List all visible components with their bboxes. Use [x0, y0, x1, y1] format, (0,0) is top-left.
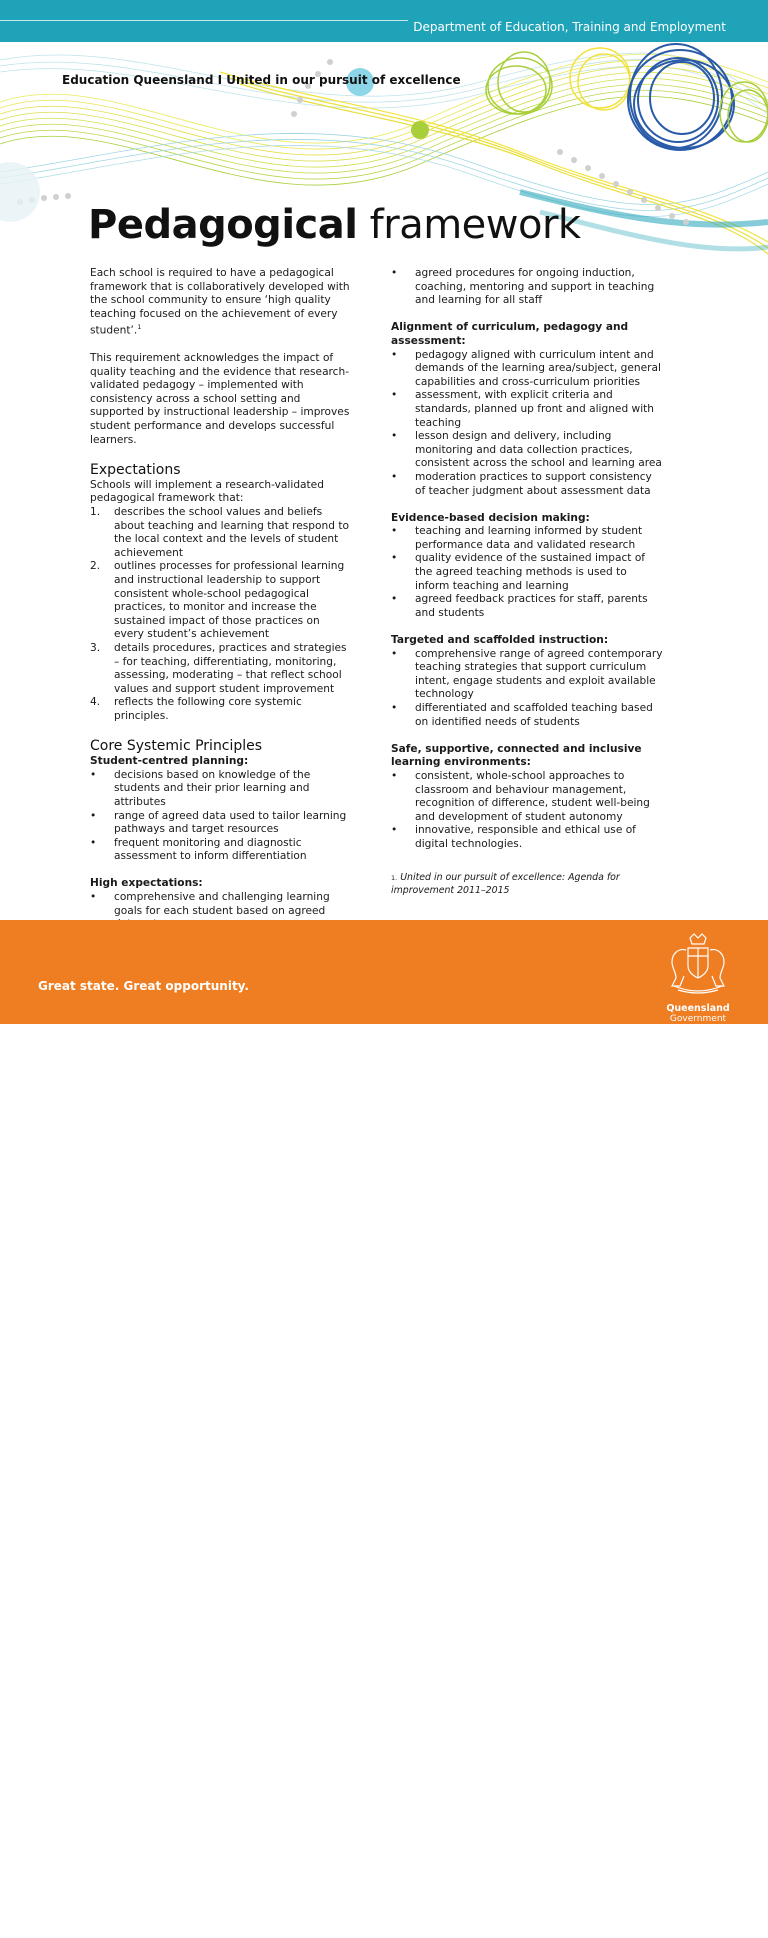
logo-subtitle: Government — [669, 1014, 727, 1024]
bullet-icon: • — [391, 267, 398, 279]
bullet-text: agreed procedures for ongoing induction, coaching, mentoring and support in teaching and learning for all staff — [415, 267, 655, 307]
top-banner — [0, 0, 768, 42]
left-column — [90, 267, 352, 959]
bullet-item — [391, 430, 663, 471]
item-number: 2. — [90, 560, 101, 573]
bullet-item — [391, 389, 663, 430]
expectations-lead: Schools will implement a research-validated pedagogical framework that: — [90, 478, 324, 505]
page-title: Pedagogical framework — [88, 202, 581, 248]
bullet-item — [391, 824, 663, 851]
bullet-text: lesson design and delivery, including monitoring and data collection practices, consistent across the school and learning area — [415, 430, 662, 470]
bullet-text: pedagogy aligned with curriculum intent and demands of the learning area/subject, general capabilities and cross-curriculum priorities — [415, 348, 661, 388]
alignment-title: Alignment of curriculum, pedagogy and assessment: — [391, 321, 629, 347]
footnote: $^{1.}$ United in our pursuit of excellence: Agenda for improvement 2011–2015 — [391, 872, 620, 896]
student-centred-list — [90, 769, 352, 864]
bullet-text: assessment, with explicit criteria and standards, planned up front and aligned with teaching — [415, 389, 655, 429]
expectation-item — [90, 642, 352, 696]
staff-support-list — [391, 267, 663, 308]
bullet-text: teaching and learning informed by student performance data and validated research — [415, 525, 643, 551]
item-text: details procedures, practices and strategies – for teaching, differentiating, monitoring, assessing, moderating – that reflect school values and support student improvement — [114, 641, 347, 695]
evidence-list — [391, 525, 663, 620]
department-name: Department of Education, Training and Employment — [413, 20, 726, 34]
bullet-text: moderation practices to support consistency of teacher judgment about assessment data — [415, 470, 652, 497]
safe-environments-list — [391, 770, 663, 852]
bullet-text: comprehensive range of agreed contemporary teaching strategies that support curriculum intent, engage students and exploit available technology — [415, 647, 663, 701]
bullet-icon: • — [90, 809, 97, 822]
bullet-item — [391, 267, 663, 308]
student-centred-title: Student-centred planning: — [90, 755, 249, 768]
bullet-icon: • — [90, 891, 97, 904]
item-number: 4. — [90, 696, 101, 709]
footer-tagline: Great state. Great opportunity. — [38, 979, 249, 993]
bullet-item — [391, 471, 663, 498]
safe-environments-title: Safe, supportive, connected and inclusive learning environments: — [391, 742, 642, 769]
bullet-icon: • — [391, 702, 398, 714]
bullet-item — [391, 702, 663, 729]
bullet-item — [391, 525, 663, 552]
bullet-text: frequent monitoring and diagnostic assessment to inform differentiation — [114, 836, 307, 863]
bullet-item — [90, 810, 352, 837]
intro-paragraph: This requirement acknowledges the impact of quality teaching and the evidence that research-validated pedagogy – implemented with consistency across a school setting and supported by instructional leadership – improves student performance and develops successful learners. — [90, 352, 350, 446]
bullet-text: consistent, whole-school approaches to classroom and behaviour management, recognition of difference, student well-being and development of student autonomy — [415, 769, 650, 823]
bullet-icon: • — [90, 836, 97, 849]
bullet-text: agreed feedback practices for staff, parents and students — [415, 593, 648, 619]
bullet-icon: • — [391, 525, 398, 538]
coat-of-arms-icon — [660, 932, 736, 1000]
item-text: describes the school values and beliefs about teaching and learning that respond to the local context and the levels of student achievement — [114, 506, 349, 559]
bullet-item — [391, 770, 663, 824]
queensland-government-logo — [660, 932, 736, 1024]
bullet-item — [391, 349, 663, 390]
bullet-icon: • — [391, 470, 398, 483]
evidence-title: Evidence-based decision making: — [391, 511, 590, 524]
bullet-icon: • — [391, 430, 398, 443]
item-text: reflects the following core systemic principles. — [114, 696, 302, 722]
core-principles-heading: Core Systemic Principles — [90, 738, 263, 755]
bullet-icon: • — [391, 769, 398, 782]
item-number: 1. — [90, 506, 101, 519]
bullet-icon: • — [391, 348, 398, 361]
item-number: 3. — [90, 641, 101, 654]
bullet-item — [391, 648, 663, 702]
right-column — [391, 267, 663, 897]
alignment-list — [391, 349, 663, 499]
high-expectations-title: High expectations: — [90, 877, 203, 890]
banner-rule — [0, 20, 408, 21]
targeted-list — [391, 648, 663, 730]
targeted-title: Targeted and scaffolded instruction: — [391, 634, 609, 647]
bullet-icon: • — [391, 593, 398, 606]
intro-paragraph: Each school is required to have a pedagogical framework that is collaboratively developed with the school community to ensure ‘high quality teaching focused on the achievement of every student’.$^1$ — [90, 267, 350, 337]
bullet-icon: • — [90, 768, 97, 781]
bullet-item — [391, 593, 663, 620]
bullet-icon: • — [391, 647, 398, 660]
bullet-text: innovative, responsible and ethical use of digital technologies. — [415, 824, 636, 850]
expectation-item — [90, 696, 352, 723]
bullet-icon: • — [391, 552, 398, 565]
bullet-text: differentiated and scaffolded teaching based on identified needs of students — [415, 702, 653, 728]
expectation-item — [90, 506, 352, 560]
bullet-item — [90, 769, 352, 810]
bullet-text: range of agreed data used to tailor learning pathways and target resources — [114, 809, 347, 836]
bullet-text: comprehensive and challenging learning goals for each student based on agreed — [114, 891, 330, 917]
logo-name: Queensland — [666, 1003, 730, 1014]
bullet-icon: • — [391, 389, 398, 402]
footer-band — [0, 920, 768, 1024]
expectations-heading: Expectations — [90, 461, 181, 478]
expectation-item — [90, 560, 352, 642]
bullet-icon: • — [391, 824, 398, 837]
bullet-item — [90, 837, 352, 864]
strapline: Education Queensland I United in our pursuit of excellence — [62, 73, 461, 87]
expectations-list — [90, 506, 352, 724]
bullet-item — [391, 552, 663, 593]
bullet-text: decisions based on knowledge of the students and their prior learning and attributes — [114, 768, 311, 808]
bullet-text: quality evidence of the sustained impact of the agreed teaching methods is used to inform teaching and learning — [415, 552, 646, 592]
item-text: outlines processes for professional learning and instructional leadership to support consistent whole-school pedagogical practices, to monitor and increase the sustained impact of those practices on every student’s achievement — [114, 560, 345, 641]
